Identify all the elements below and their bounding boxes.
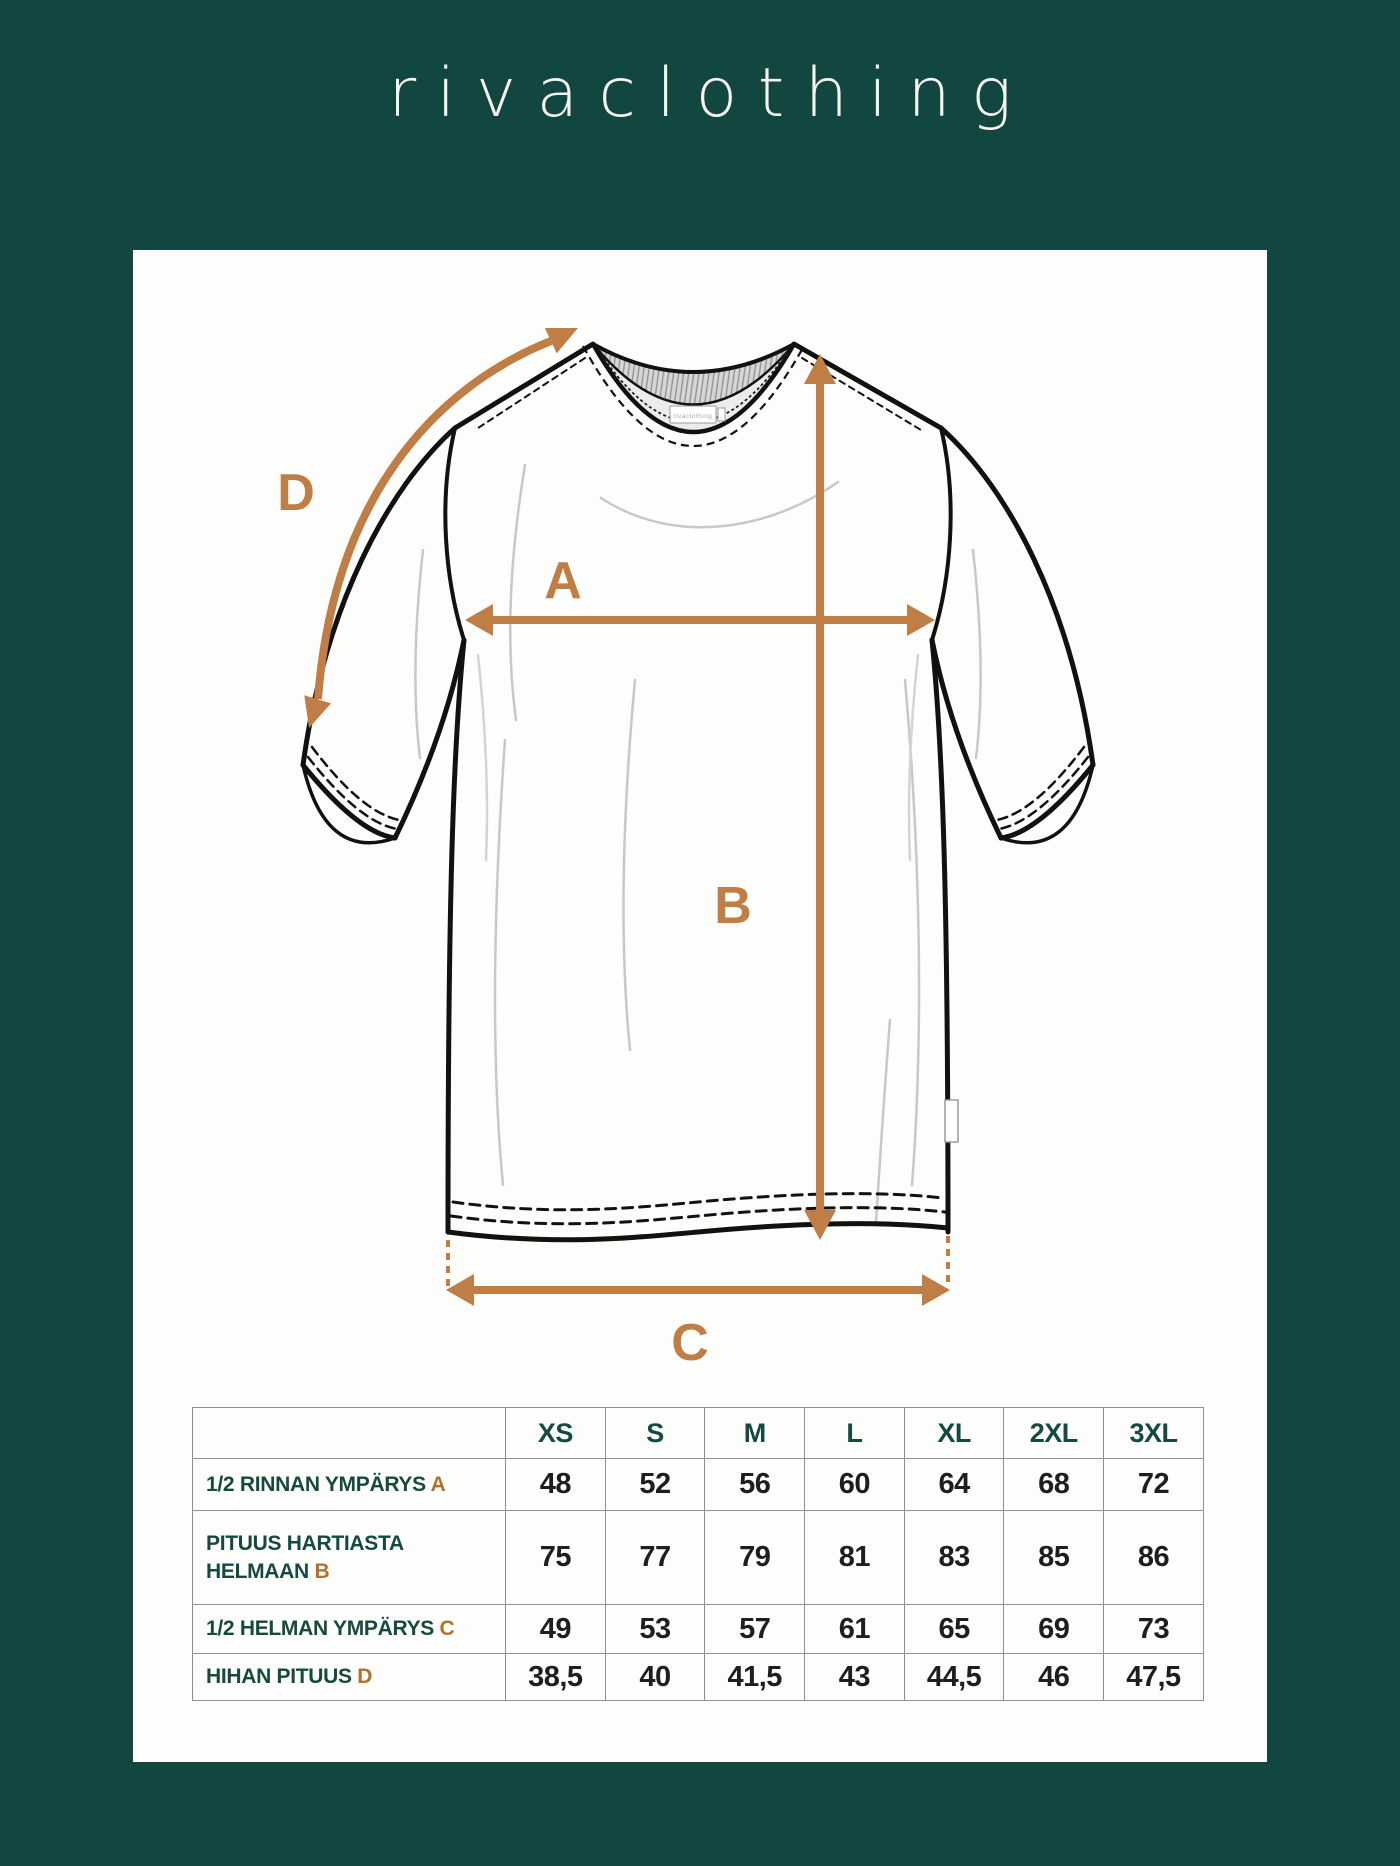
row-label-length: PITUUS HARTIASTA HELMAAN B [193, 1511, 506, 1605]
cell-b-xs: 75 [506, 1511, 606, 1605]
cell-c-3xl: 73 [1104, 1605, 1204, 1654]
neck-label-text: rivaclothing [673, 413, 713, 420]
size-header-xs: XS [506, 1408, 606, 1459]
cell-a-xs: 48 [506, 1459, 606, 1511]
table-row-sleeve [193, 1654, 1204, 1701]
brand-logo: rivaclothing [388, 54, 1033, 133]
size-table [192, 1407, 1204, 1701]
size-header-2xl: 2XL [1004, 1408, 1104, 1459]
cell-d-3xl: 47,5 [1104, 1654, 1204, 1701]
cell-b-s: 77 [605, 1511, 705, 1605]
row-letter-a: A [430, 1472, 446, 1496]
cell-d-2xl: 46 [1004, 1654, 1104, 1701]
cell-d-l: 43 [805, 1654, 905, 1701]
row-label-chest: 1/2 RINNAN YMPÄRYS A [193, 1459, 506, 1511]
size-header-3xl: 3XL [1104, 1408, 1204, 1459]
neck-label-loop [718, 408, 725, 421]
measure-arrow-d [304, 328, 578, 728]
measure-arrow-a [465, 604, 935, 636]
collar [583, 344, 804, 446]
right-cuff-stitch-1 [997, 747, 1084, 820]
cell-a-l: 60 [805, 1459, 905, 1511]
cell-b-l: 81 [805, 1511, 905, 1605]
size-header-xl: XL [904, 1408, 1004, 1459]
cell-a-s: 52 [605, 1459, 705, 1511]
cell-d-xl: 44,5 [904, 1654, 1004, 1701]
cell-c-m: 57 [705, 1605, 805, 1654]
left-side-seam [448, 640, 464, 1232]
cell-c-2xl: 69 [1004, 1605, 1104, 1654]
measure-label-d: D [277, 464, 315, 522]
fabric-wrinkle-lines [415, 465, 980, 1222]
row-label-sleeve: HIHAN PITUUS D [193, 1654, 506, 1701]
arrowhead-d-bottom [304, 695, 331, 728]
size-guide-card [133, 250, 1267, 1762]
left-armhole-seam [445, 428, 464, 640]
cell-c-xl: 65 [904, 1605, 1004, 1654]
arrowhead-b-top [804, 354, 836, 384]
cell-a-2xl: 68 [1004, 1459, 1104, 1511]
arrowhead-a-left [465, 604, 493, 636]
cell-b-2xl: 85 [1004, 1511, 1104, 1605]
row-letter-c: C [439, 1617, 455, 1641]
right-side-seam [932, 640, 948, 1232]
right-sleeve-lip [1001, 765, 1093, 843]
arrowhead-a-right [907, 604, 935, 636]
left-sleeve-outer [303, 428, 455, 765]
cell-b-m: 79 [705, 1511, 805, 1605]
measure-label-a: A [544, 552, 582, 610]
bottom-hem [448, 1224, 948, 1240]
size-header-m: M [705, 1408, 805, 1459]
table-row-chest [193, 1459, 1204, 1511]
arrowhead-c-left [446, 1274, 474, 1306]
cell-c-xs: 49 [506, 1605, 606, 1654]
measure-label-c: C [671, 1314, 709, 1372]
row-letter-d: D [357, 1665, 373, 1689]
cell-d-xs: 38,5 [506, 1654, 606, 1701]
right-armhole-seam [932, 428, 951, 640]
cell-d-m: 41,5 [705, 1654, 805, 1701]
cell-b-3xl: 86 [1104, 1511, 1204, 1605]
right-sleeve-outer [941, 428, 1093, 765]
cell-a-xl: 64 [904, 1459, 1004, 1511]
size-header-l: L [805, 1408, 905, 1459]
row-label-hem: 1/2 HELMAN YMPÄRYS C [193, 1605, 506, 1654]
size-header-row [193, 1408, 1204, 1459]
cell-b-xl: 83 [904, 1511, 1004, 1605]
left-cuff-stitch-1 [312, 747, 399, 820]
side-care-tag [945, 1100, 958, 1142]
table-row-length [193, 1511, 1204, 1605]
left-sleeve-lip [303, 765, 395, 843]
cell-a-3xl: 72 [1104, 1459, 1204, 1511]
corner-cell [193, 1408, 506, 1459]
measure-label-b: B [714, 877, 752, 935]
tshirt-outline [303, 344, 1093, 1240]
cell-c-s: 53 [605, 1605, 705, 1654]
table-row-hem [193, 1605, 1204, 1654]
row-letter-b: B [314, 1559, 330, 1583]
cell-c-l: 61 [805, 1605, 905, 1654]
cell-d-s: 40 [605, 1654, 705, 1701]
measure-arrow-c [446, 1236, 950, 1306]
cell-a-m: 56 [705, 1459, 805, 1511]
size-header-s: S [605, 1408, 705, 1459]
arrowhead-c-right [922, 1274, 950, 1306]
